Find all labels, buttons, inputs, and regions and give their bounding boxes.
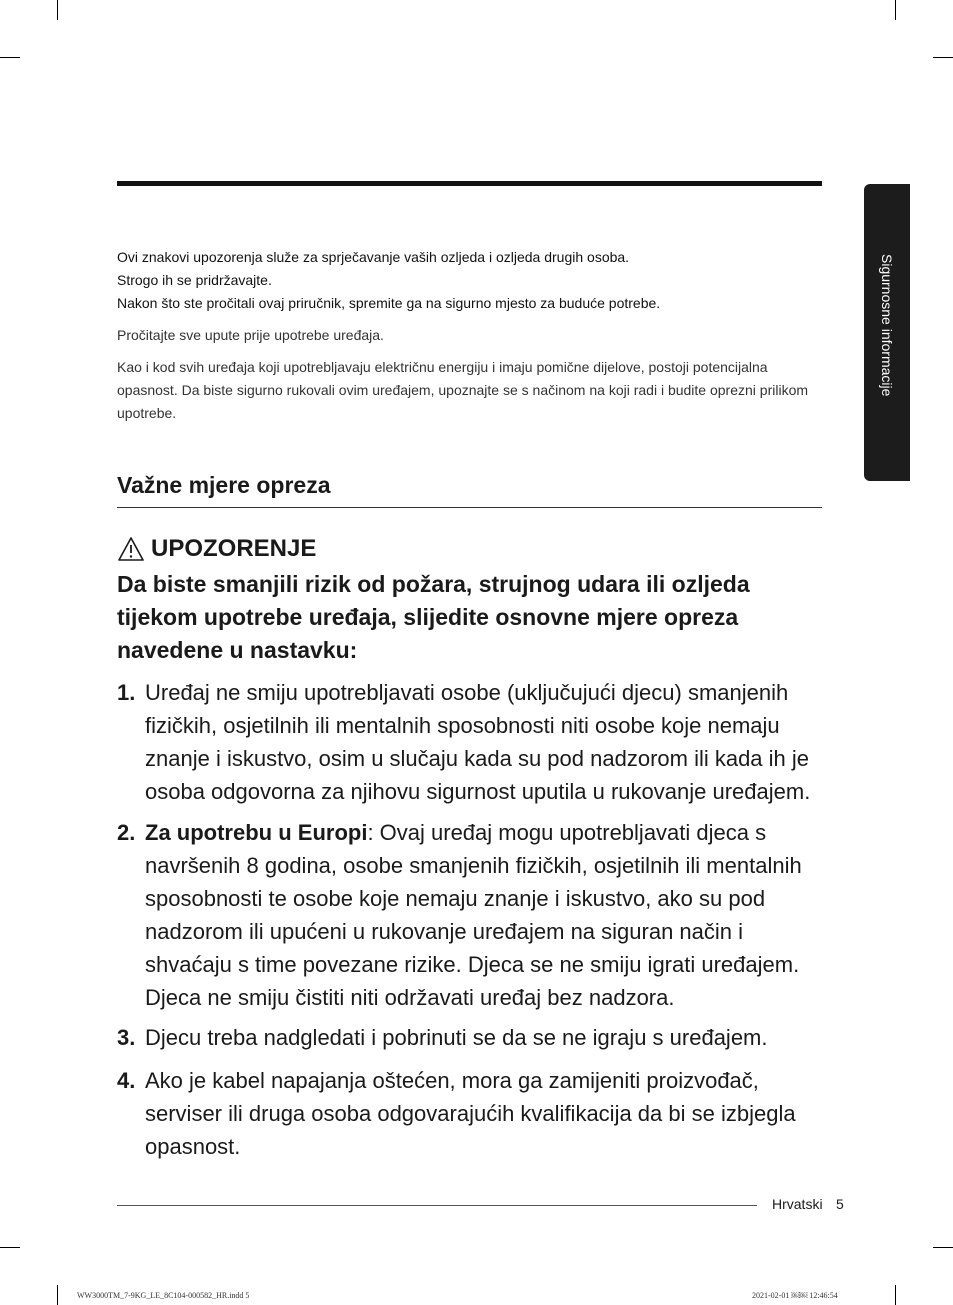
section-heading: Važne mjere opreza: [117, 472, 331, 498]
list-item-number: 3.: [117, 1025, 136, 1050]
list-item-body: : Ovaj uređaj mogu upotrebljavati djeca s navršenih 8 godina, osobe smanjenih fizičkih, osjetilnih ili mentalnih sposobnosti te osobe koje nemaju znanje i iskustvo, ako su pod nadzorom ili upućeni u rukovanje uređajem na siguran način i shvaćaju s time povezane rizike. Djeca se ne smiju igrati uređajem. Djeca ne smiju čistiti niti održavati uređaj bez nadzora.: [145, 820, 802, 1010]
list-item: [117, 1021, 822, 1054]
intro-paragraph-2: Kao i kod svih uređaja koji upotrebljavaju električnu energiju i imaju pomične dijelove, postoji potencijalna opasnost. Da biste sigurno rukovali ovim uređajem, upoznajte se s načinom na koji radi i budite oprezni prilikom upotrebe.: [117, 359, 809, 421]
crop-mark: [57, 0, 58, 20]
list-item: [117, 816, 822, 1014]
slug-date: 2021-02-01 ￼￼ 12:46:54: [752, 1291, 838, 1300]
slug-file-name: WW3000TM_7-9KG_LE_8C104-000582_HR.indd 5: [77, 1291, 250, 1300]
footer-page-number: 5: [836, 1196, 844, 1212]
list-item: [117, 676, 822, 808]
list-item-number: 2.: [117, 820, 136, 845]
crop-mark: [895, 0, 896, 20]
section-rule: [117, 507, 822, 508]
side-tab: [864, 184, 910, 481]
list-item-text: [145, 816, 822, 1014]
side-tab-label: Sigurnosne informacije: [879, 254, 895, 397]
list-item-emphasis: Za upotrebu u Europi: [145, 820, 368, 845]
intro-line-1: Ovi znakovi upozorenja služe za sprječavanje vaših ozljeda i ozljeda drugih osoba.: [117, 249, 630, 265]
list-item-text: Djecu treba nadgledati i pobrinuti se da se ne igraju s uređajem.: [145, 1025, 768, 1050]
warning-lead: Da biste smanjili rizik od požara, strujnog udara ili ozljeda tijekom upotrebe uređaja, slijedite osnovne mjere opreza navedene u nastavku:: [117, 571, 750, 663]
intro-line-2: Strogo ih se pridržavajte.: [117, 272, 272, 288]
crop-mark: [933, 57, 953, 58]
crop-mark: [57, 1285, 58, 1305]
list-item-text: Ako je kabel napajanja oštećen, mora ga zamijeniti proizvođač, serviser ili druga osoba odgovarajućih kvalifikacija da bi se izbjegla opasnost.: [145, 1068, 796, 1159]
crop-mark: [0, 1247, 20, 1248]
crop-mark: [933, 1247, 953, 1248]
top-rule: [117, 181, 822, 186]
warning-triangle-icon: [117, 536, 145, 562]
list-item-number: 1.: [117, 680, 136, 705]
list-item-number: 4.: [117, 1068, 136, 1093]
crop-mark: [895, 1285, 896, 1305]
intro-line-3: Nakon što ste pročitali ovaj priručnik, spremite ga na sigurno mjesto za buduće potrebe.: [117, 295, 661, 311]
warning-title: [117, 533, 316, 565]
footer-rule: [117, 1205, 757, 1206]
intro-paragraph-1: Pročitajte sve upute prije upotrebe uređaja.: [117, 327, 384, 343]
list-item: [117, 1064, 822, 1163]
list-item-text: Uređaj ne smiju upotrebljavati osobe (uključujući djecu) smanjenih fizičkih, osjetilnih ili mentalnih sposobnosti niti osobe koje nemaju znanje i iskustvo, osim u slučaju kada su pod nadzorom ili kada ih je osoba odgovorna za njihovu sigurnost uputila u rukovanje uređajem.: [145, 680, 811, 804]
warning-title-text: UPOZORENJE: [151, 535, 317, 562]
crop-mark: [0, 57, 20, 58]
footer-language: Hrvatski: [772, 1196, 823, 1212]
